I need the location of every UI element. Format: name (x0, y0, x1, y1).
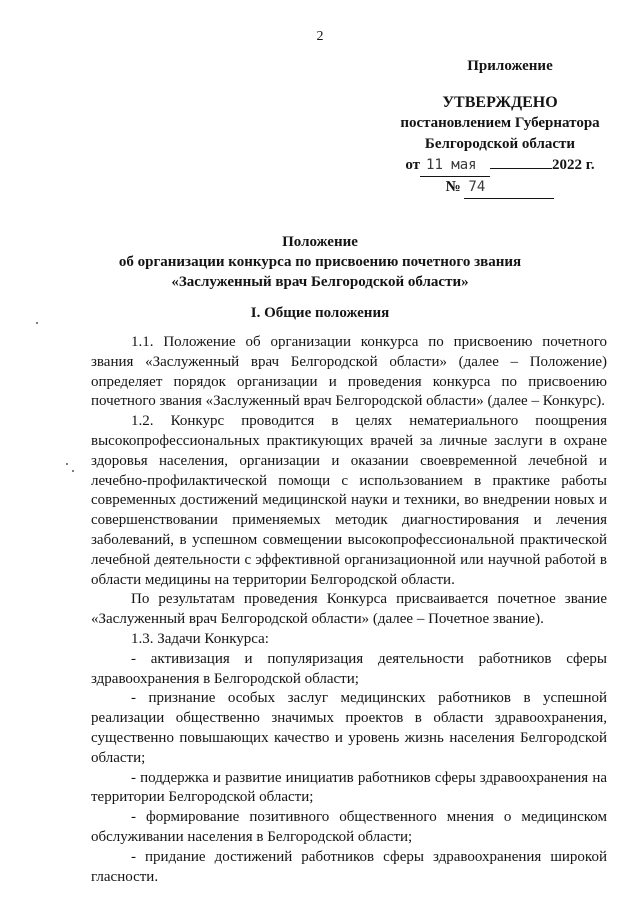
approved-by-line-1: постановлением Губернатора (400, 115, 600, 131)
document-body (91, 333, 607, 887)
section-heading: I. Общие положения (250, 305, 390, 321)
task-item-3: - поддержка и развитие инициатив работников сферы здравоохранения на территории Белгородской области; (91, 769, 607, 806)
number-value: 74 (464, 177, 554, 199)
date-prefix: от (405, 157, 421, 173)
title-line-3: «Заслуженный врач Белгородской области» (171, 274, 469, 290)
approval-block (380, 92, 620, 199)
task-item-4: - формирование позитивного общественного мнения о медицинском обслуживании населения в Белгородской области; (91, 809, 607, 845)
paragraph-1-2: 1.2. Конкурс проводится в целях нематериального поощрения высокопрофессиональных практикующих врачей за личные заслуги в охране здоровья населения, организации и оказании своевременной лечебной и лечебно-профилактической помощи с использованием в практике работы современных достижений медицинской науки и техники, во внедрении новых и совершенствовании применяемых методик диагностирования и лечения заболеваний, в успешном совмещении высокопрофессиональной практической лечебной деятельности с эффективной организационной или научной работой в области медицины на территории Белгородской области. (91, 413, 607, 588)
number-prefix: № (445, 179, 461, 195)
paragraph-1-3: 1.3. Задачи Конкурса: (131, 630, 269, 647)
paragraph-1-1: 1.1. Положение об организации конкурса по присвоению почетного звания «Заслуженный врач Белгородской области» (далее – Положение) определяет порядок организации и проведения конкурса по присвоению почетного звания «Заслуженный врач Белгородской области» (далее – Конкурс). (91, 334, 607, 410)
appendix-label: Приложение (467, 58, 553, 74)
scan-speck (66, 463, 68, 465)
approval-number-line (380, 177, 620, 199)
scan-speck (72, 470, 74, 472)
task-item-2: - признание особых заслуг медицинских работников в успешной реализации общественно значимых проектов в области здравоохранения, существенно повышающих качество и уровень жизнь населения Белгородской области; (91, 690, 607, 766)
title-line-1: Положение (282, 234, 358, 250)
document-title (40, 232, 600, 292)
date-year: 2022 г. (552, 157, 595, 173)
title-line-2: об организации конкурса по присвоению почетного звания (118, 254, 522, 270)
date-day-month: 11 мая (420, 155, 490, 177)
task-item-5: - придание достижений работников сферы здравоохранения широкой гласности. (91, 848, 607, 885)
paragraph-results: По результатам проведения Конкурса присваивается почетное звание «Заслуженный врач Белгородской области» (далее – Почетное звание). (91, 591, 607, 628)
approved-stamp-text: УТВЕРЖДЕНО (442, 94, 558, 111)
approved-by-line-2: Белгородской области (424, 136, 576, 152)
date-blank (490, 168, 552, 169)
scan-speck (36, 322, 38, 324)
approval-date-line (380, 155, 620, 177)
page-number: 2 (316, 29, 324, 44)
task-item-1: - активизация и популяризация деятельности работников сферы здравоохранения в Белгородской области; (91, 650, 607, 687)
